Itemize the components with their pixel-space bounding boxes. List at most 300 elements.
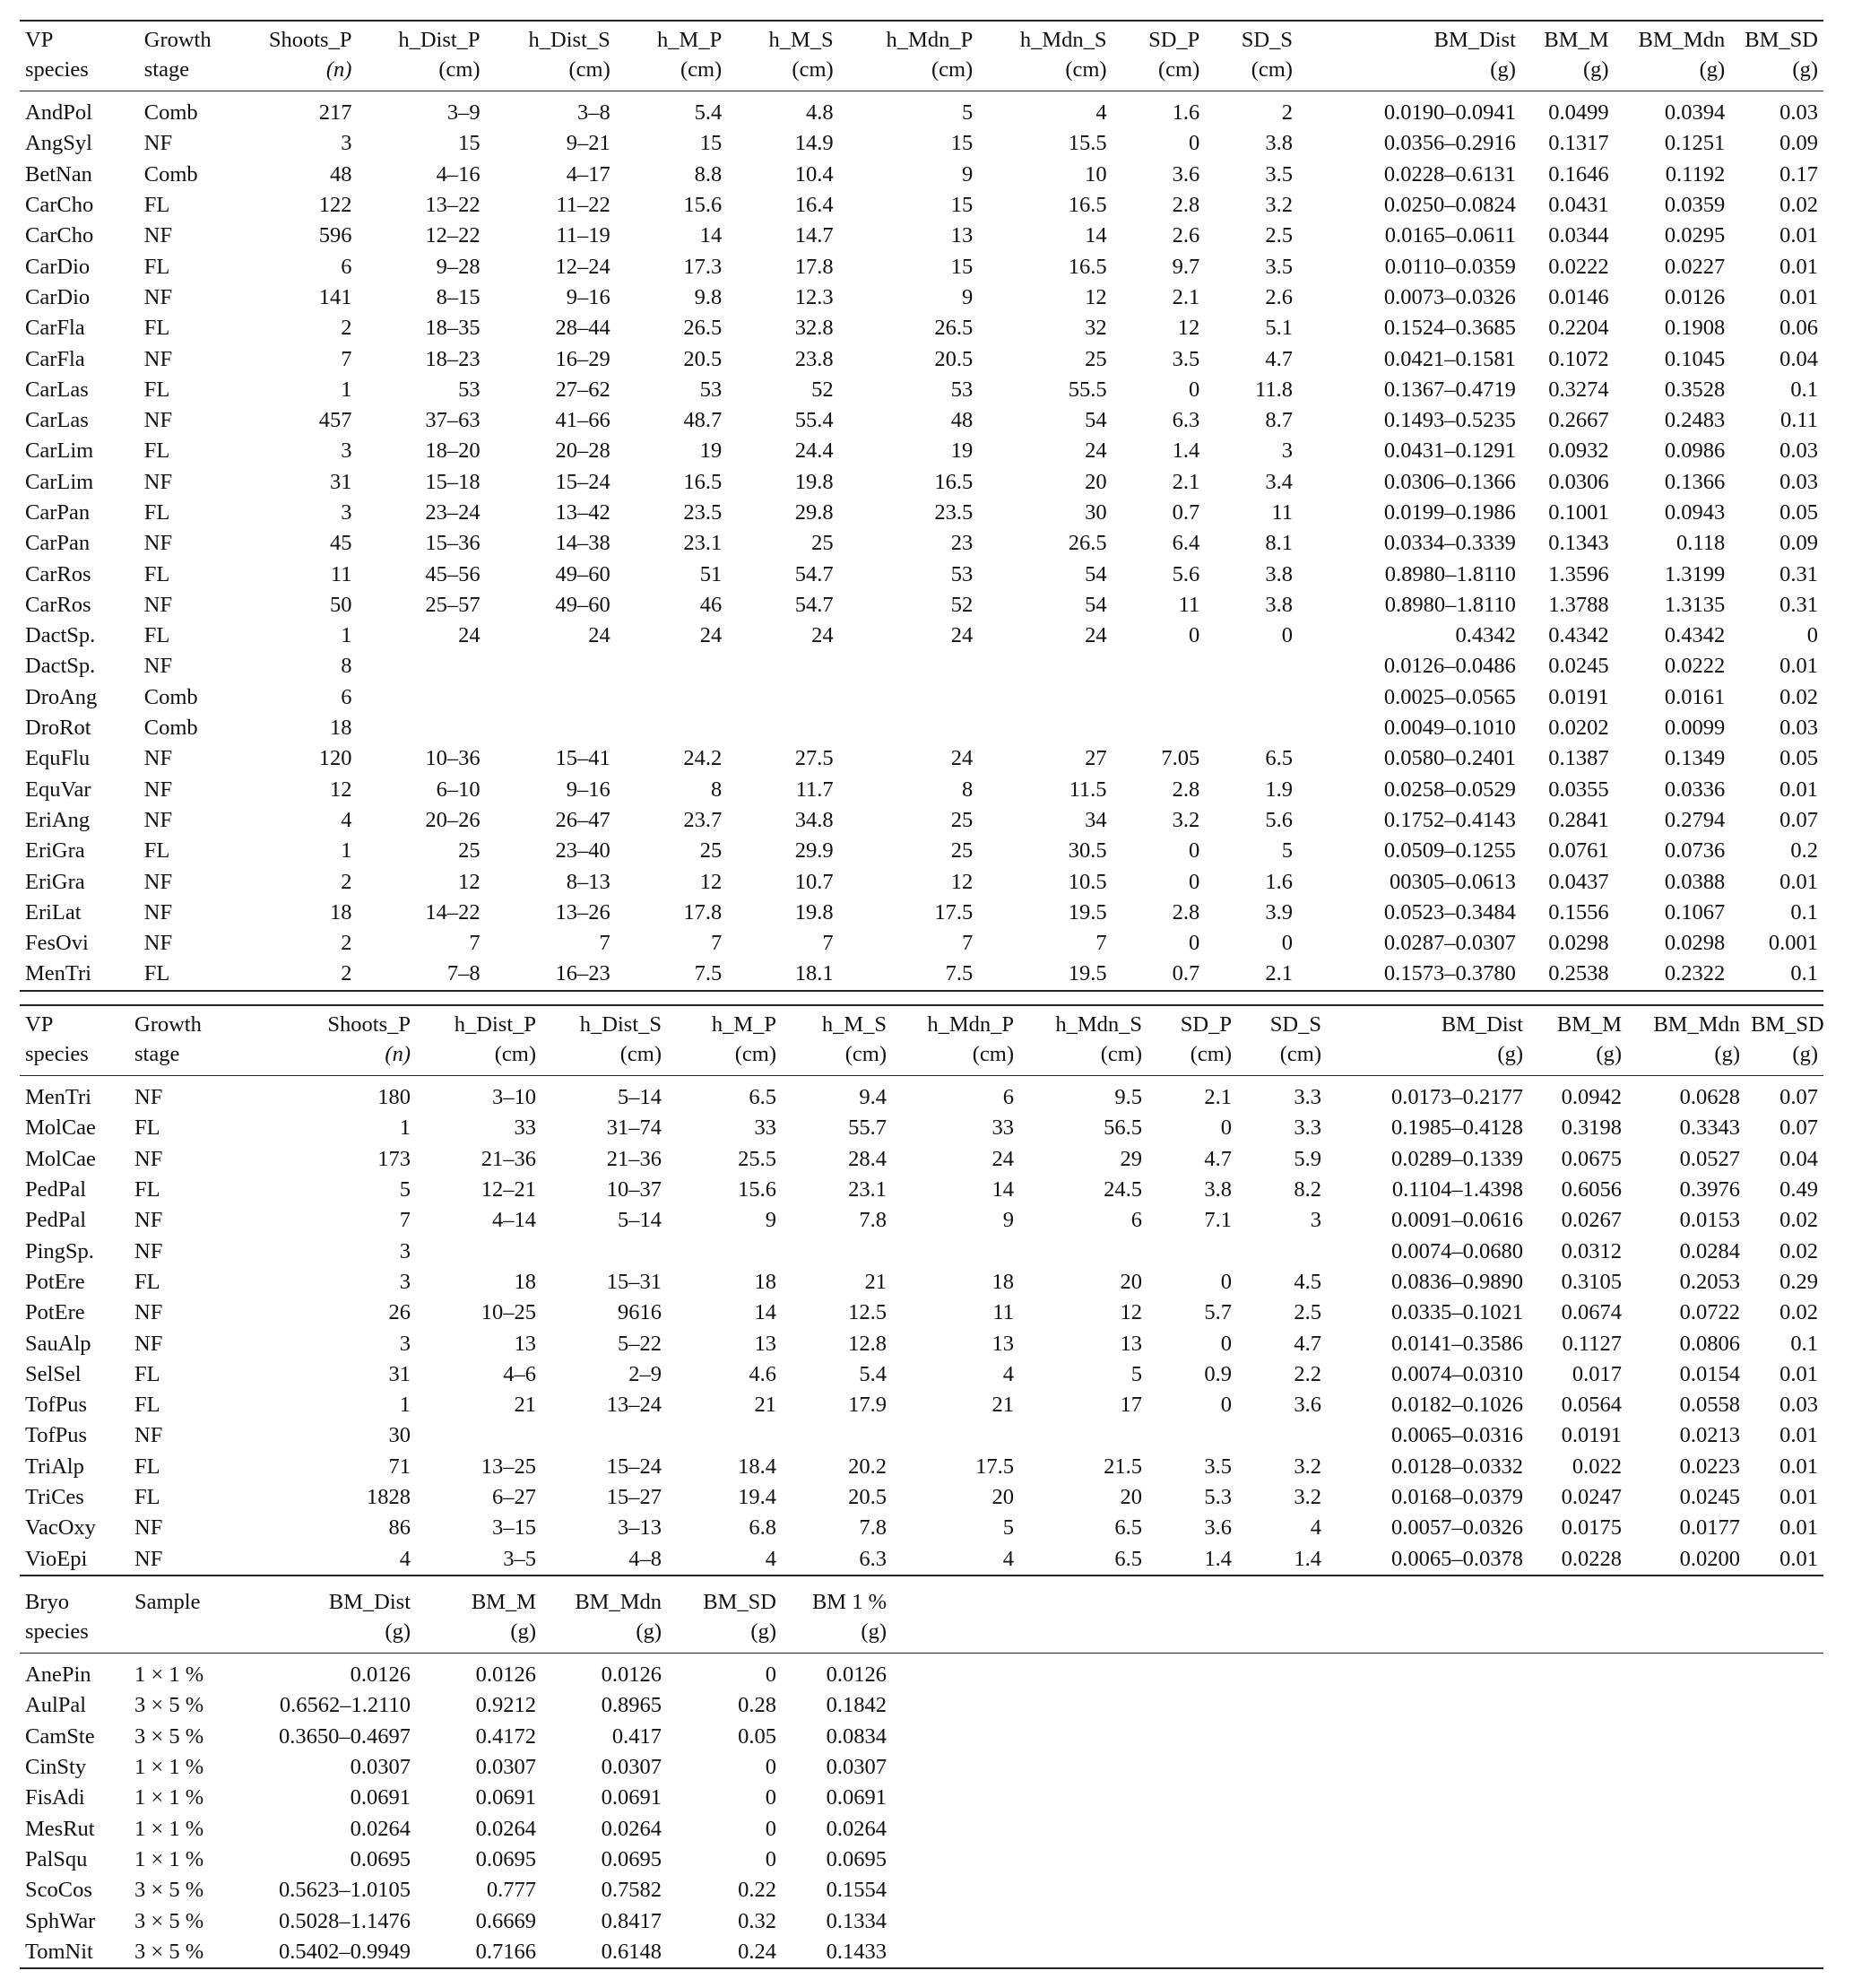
table-cell: 00305–0.0613 [1390,869,1516,894]
table-row [20,1690,1823,1721]
table-cell: 0.0213 [1679,1423,1740,1448]
table-cell: 0.0099 [1664,716,1726,741]
table-cell: 17.3 [683,254,723,279]
table-cell: 15–36 [425,531,481,556]
table-cell: DactSp. [25,654,96,679]
table-cell: 17.8 [794,254,834,279]
table-cell: 18 [329,716,352,741]
table-cell: 5 [1002,1515,1014,1541]
table-cell: 4.7 [1294,1331,1321,1356]
table-cell: 0.7 [1113,959,1206,990]
column-header [978,21,1112,91]
table-cell: CarLas [25,408,89,433]
table-cell: NF [134,1300,163,1325]
column-header-unit: (g) [1714,1042,1740,1066]
column-header-label: VP [25,28,54,52]
table-cell: 0.1554 [826,1878,887,1903]
column-header [1298,21,1521,91]
column-header [129,1584,228,1654]
table-cell: 0.0126 [601,1662,662,1688]
table-cell: VacOxy [25,1515,96,1541]
table-cell: 6–27 [492,1485,536,1509]
table-cell: 0.0049–0.1010 [1383,716,1516,741]
table-cell [978,682,1112,713]
table-cell: 1.3788 [1548,592,1609,617]
table-cell: 9.4 [859,1085,887,1110]
table-cell: 0.05 [1779,500,1818,525]
table-cell: 8.8 [694,161,723,187]
table-cell: 0.0126 [350,1662,411,1688]
table-cell: FL [143,561,170,586]
table-cell: 1 [399,1393,411,1418]
table-cell: 21.5 [1104,1454,1142,1479]
table-cell: 14–38 [555,531,610,556]
table-cell: 8.2 [1294,1177,1321,1202]
table-cell: ScoCos [25,1878,92,1903]
table-cell: 0.0073–0.0326 [1383,284,1516,309]
table-cell: 56.5 [1104,1116,1142,1141]
table-cell: 0.0336 [1664,777,1726,802]
table-cell: 30 [1085,500,1107,525]
table-cell: 0.1072 [1548,346,1609,371]
table-cell: 0.11 [1780,408,1818,433]
table-cell: 0.0065–0.0378 [1327,1543,1528,1575]
table-cell: 4 [1002,1361,1014,1386]
table-cell: 2 [1281,100,1293,126]
table-cell: FL [134,1177,160,1202]
table-cell: 0.0146 [1548,284,1609,309]
table-cell: EquFlu [25,746,91,771]
table-cell: 5.4 [859,1361,887,1386]
table-cell: 11 [992,1300,1014,1325]
table-cell: 7.8 [859,1515,887,1541]
table-cell: EriGra [25,838,85,864]
table-cell: 6.5 [1019,1543,1147,1575]
table-cell: 33 [514,1116,536,1141]
table-cell: PotEre [25,1269,85,1294]
vp-table-1-body [20,91,1823,991]
table-cell: NF [143,654,173,679]
table-cell: 0.07 [1779,1116,1818,1141]
table-cell: 18.4 [738,1454,776,1479]
table-cell: 4–8 [541,1543,667,1575]
table-cell: 3 × 5 % [134,1723,204,1749]
table-row [20,775,1823,805]
table-cell: 6.4 [1172,531,1200,556]
table-cell [486,682,616,713]
table-cell: 0.0264 [350,1816,411,1841]
table-cell: 5 [1281,838,1293,864]
table-row [20,590,1823,621]
table-cell: 0.0691 [350,1785,411,1810]
column-header [228,1005,416,1076]
table-cell: 0.1573–0.3780 [1298,959,1521,990]
column-header-unit: (g) [385,1619,411,1644]
table-cell: 15–27 [606,1485,662,1509]
column-header-unit: (cm) [1065,57,1107,82]
table-cell: 217 [318,100,352,126]
table-cell: 27–62 [555,377,610,402]
table-cell: 0.1045 [1664,346,1726,371]
table-cell: 0.03 [1779,438,1818,464]
table-cell: 15–24 [606,1454,662,1479]
vp-table-2-header [20,1005,1823,1076]
table-cell: 3–8 [577,100,610,126]
table-cell: 20.5 [683,346,723,371]
table-row [20,1452,1823,1482]
table-cell: CarDio [25,254,91,279]
table-cell: 2.8 [1172,193,1200,218]
table-cell: NF [143,807,173,832]
table-row [20,1813,1823,1844]
table-cell: 0.0202 [1548,716,1609,741]
table-cell: 2–9 [628,1361,662,1386]
table-cell: EriAng [25,807,91,832]
table-cell: 24 [950,746,974,771]
table-cell: 18 [754,1269,776,1294]
table-cell: 0.03 [1779,100,1818,126]
table-cell: 0.0074–0.0680 [1391,1238,1523,1263]
table-cell: 0.0287–0.0307 [1383,931,1516,956]
table-cell: TofPus [25,1423,88,1448]
column-header-unit: (g) [1792,1042,1818,1066]
table-cell: 14.9 [794,131,834,156]
table-cell: PingSp. [25,1238,94,1263]
table-cell: AnePin [25,1662,91,1688]
table-row [20,251,1823,282]
table-cell: 0.6562–1.2110 [279,1693,411,1718]
table-cell [892,1236,1019,1266]
table-cell: 0.2 [1790,838,1818,864]
table-cell: 0.03 [1779,1393,1818,1418]
column-header-label: h_M_S [821,1012,887,1037]
table-cell: 0.0222 [1664,654,1726,679]
table-cell: 26 [388,1300,411,1325]
table-cell [1205,651,1298,681]
table-cell: 25 [950,838,974,864]
table-cell: 4.8 [806,100,834,126]
column-header-label: SD_P [1148,28,1200,52]
vp-table-part-2 [20,1004,1823,1576]
table-cell [978,651,1112,681]
table-cell: 14 [699,223,723,248]
column-header-unit: (g) [1490,57,1516,82]
table-cell: 25–57 [425,592,481,617]
table-cell: AngSyl [25,131,92,156]
table-cell [839,682,979,713]
table-cell: 1.9 [1265,777,1293,802]
table-cell: 24 [699,623,723,648]
table-cell: 14.7 [794,223,834,248]
table-cell: 4 [341,807,352,832]
table-row [20,1236,1823,1266]
table-cell: 17.9 [848,1393,887,1418]
table-cell: CarRos [25,561,91,586]
table-cell: 0.3343 [1679,1116,1740,1141]
bryo-table [20,1584,1823,1969]
column-header-unit: (cm) [1190,1042,1232,1066]
table-cell: 0.0580–0.2401 [1383,746,1516,771]
table-cell: 21–36 [481,1146,536,1171]
table-cell: 0 [1189,623,1200,648]
table-cell: 0.01 [1779,869,1818,894]
table-cell: 16.5 [934,469,974,494]
table-cell: 11.8 [1255,377,1293,402]
column-header-label: h_M_P [657,28,723,52]
table-cell: 0.0691 [826,1785,887,1810]
table-cell: 2.6 [1172,223,1200,248]
table-cell: 0.0943 [1664,500,1726,525]
table-cell: 4–6 [503,1361,536,1386]
table-cell: 15 [699,131,723,156]
table-cell [782,1236,892,1266]
table-cell: 1 [341,377,352,402]
table-cell: 12.3 [794,284,834,309]
table-cell: EquVar [25,777,91,802]
table-cell: 0.0695 [350,1846,411,1871]
table-cell: EriGra [25,869,85,894]
table-cell: PotEre [25,1300,85,1325]
table-cell: 15 [950,254,974,279]
table-cell: 71 [388,1454,411,1479]
table-cell: 3.3 [1294,1085,1321,1110]
table-cell: 10–25 [481,1300,536,1325]
table-cell: NF [143,777,173,802]
table-cell: 0.1349 [1664,746,1726,771]
column-header [241,21,358,91]
table-cell: 15–41 [555,746,610,771]
column-header [1521,21,1615,91]
table-cell: 54.7 [794,592,834,617]
table-cell: 0.0245 [1679,1485,1740,1509]
table-cell: 0.0932 [1548,438,1609,464]
column-header-label: BM_SD [1745,28,1818,52]
column-header-label: BM_M [1544,28,1609,52]
table-cell: 5.9 [1294,1146,1321,1171]
table-cell: 1 [341,623,352,648]
table-cell: 32.8 [794,316,834,341]
column-header-unit: (cm) [1100,1042,1142,1066]
table-cell: 5 [1130,1361,1142,1386]
column-header-label: BM_SD [1751,1012,1824,1037]
column-header-label: h_Mdn_P [927,1012,1014,1037]
table-cell: 21–36 [606,1146,662,1171]
column-header-label: Growth [143,28,212,52]
table-cell: 3.8 [1265,592,1293,617]
table-cell: 52 [950,592,974,617]
table-cell: 0.0736 [1664,838,1726,864]
table-cell: 0 [1220,1269,1232,1294]
column-header-unit: (g) [750,1619,776,1644]
table-cell: 0.0335–0.1021 [1391,1300,1523,1325]
table-cell: 0 [1281,623,1293,648]
table-cell: 54 [1085,408,1107,433]
table-cell: 0.2053 [1679,1269,1740,1294]
table-cell: 0.777 [486,1878,536,1903]
table-cell: 0.01 [1779,223,1818,248]
table-cell: 9–16 [566,777,610,802]
table-cell: CarFla [25,346,85,371]
table-cell: 3.5 [1204,1454,1232,1479]
table-cell: 0.3105 [1561,1269,1622,1294]
table-cell: 0.5402–0.9949 [228,1937,416,1968]
table-cell: PalSqu [25,1846,88,1871]
table-cell: NF [143,899,173,925]
table-cell: DroRot [25,716,91,741]
table-cell: 1.3199 [1664,561,1726,586]
table-cell: 2 [341,316,352,341]
table-cell [357,682,485,713]
table-cell [1205,713,1298,743]
table-cell: 18–20 [425,438,481,464]
table-cell [486,651,616,681]
column-header [541,1005,667,1076]
table-cell: 12.8 [848,1331,887,1356]
table-row [20,1359,1823,1390]
column-header [20,1584,129,1654]
table-cell: 0.0836–0.9890 [1391,1269,1523,1294]
table-cell: 0.8980–1.8110 [1384,592,1516,617]
column-header-label: Growth [134,1012,202,1037]
table-cell [1237,1236,1327,1266]
table-cell: 7 [710,931,723,956]
table-cell: 20 [1120,1485,1142,1509]
table-cell: MolCae [25,1146,96,1171]
table-row [20,959,1823,990]
table-cell: 6 [341,254,352,279]
table-cell: NF [134,1208,163,1233]
table-cell: TomNit [20,1937,129,1968]
table-cell: 0.0356–0.2916 [1383,131,1516,156]
table-cell: 20–26 [425,807,481,832]
column-header-label: SD_S [1241,28,1293,52]
table-cell: 54 [1085,561,1107,586]
table-cell: 4.6 [749,1361,776,1386]
table-cell: MenTri [20,959,139,990]
column-header [416,1584,541,1654]
table-row [20,160,1823,190]
table-cell: 0.001 [1768,931,1818,956]
table-cell: 17.5 [975,1454,1014,1479]
table-row [20,1113,1823,1143]
table-cell: 0.1433 [782,1937,892,1968]
table-cell: 3 × 5 % [134,1908,204,1933]
table-cell: 6.3 [1172,408,1200,433]
column-header-label: h_Dist_S [579,1012,662,1037]
table-cell: 51 [699,561,723,586]
table-cell: 48 [329,161,352,187]
table-cell: 23.5 [934,500,974,525]
table-cell: 3.6 [1204,1515,1232,1541]
table-cell: 0.0247 [1561,1485,1622,1509]
table-cell: NF [143,931,173,956]
table-cell: 0.4342 [1455,623,1516,648]
table-cell: 0.1493–0.5235 [1383,408,1516,433]
column-header-unit: (cm) [438,57,481,82]
table-cell [978,713,1112,743]
table-cell: 19.5 [978,959,1112,990]
table-cell [839,651,979,681]
table-cell: PedPal [25,1177,87,1202]
column-header [228,1584,416,1654]
table-cell: 0.7166 [416,1937,541,1968]
table-cell: 7 [961,931,974,956]
table-cell: 12–24 [555,254,610,279]
column-header-label: Shoots_P [268,28,352,52]
table-cell: 0.417 [611,1723,662,1749]
table-cell: 0.1067 [1664,899,1726,925]
column-header-unit: species [25,57,89,82]
table-cell: 0.0177 [1679,1515,1740,1541]
table-row [20,1513,1823,1543]
table-cell: 55.4 [794,408,834,433]
table-cell: 0.1908 [1664,316,1726,341]
table-cell: 16–23 [486,959,616,990]
column-header-label: SD_P [1180,1012,1232,1037]
table-cell: 0.0523–0.3484 [1383,899,1516,925]
table-cell: 0.9212 [475,1693,536,1718]
table-cell: 12 [699,869,723,894]
table-row [20,1175,1823,1205]
table-cell: 3 [1281,438,1293,464]
table-cell: BetNan [25,161,92,187]
table-cell: 10–36 [425,746,481,771]
table-cell: 9616 [618,1300,662,1325]
table-cell: 0.24 [667,1937,782,1968]
table-cell: 33 [754,1116,776,1141]
vp-table-1-header [20,21,1823,91]
table-cell: 3.3 [1294,1116,1321,1141]
table-cell: 24.5 [1104,1177,1142,1202]
table-cell: 0.01 [1779,284,1818,309]
table-cell: 0.0057–0.0326 [1391,1515,1523,1541]
table-cell: 0 [765,1846,776,1871]
table-cell: 8 [710,777,723,802]
table-cell: 0.0306–0.1366 [1383,469,1516,494]
table-cell: 3–10 [492,1085,536,1110]
table-cell: 2.5 [1294,1300,1321,1325]
table-cell: 0.0284 [1679,1238,1740,1263]
table-cell: 24.4 [794,438,834,464]
table-cell: 15 [950,131,974,156]
table-cell: 20 [1120,1269,1142,1294]
table-row [20,282,1823,313]
table-cell [1237,1420,1327,1451]
table-cell: 0.05 [738,1723,776,1749]
column-header-unit [134,1617,222,1646]
table-cell: 13 [1120,1331,1142,1356]
table-row [20,1543,1823,1575]
table-cell: NF [134,1085,163,1110]
table-cell: 13 [754,1331,776,1356]
table-row [20,836,1823,866]
table-cell: 11.7 [795,777,834,802]
table-cell: 0.49 [1779,1177,1818,1202]
table-cell [1113,682,1206,713]
table-cell: 9–21 [566,131,610,156]
table-cell: 0.28 [738,1693,776,1718]
table-cell: Comb [143,716,198,741]
table-cell: 0.1317 [1548,131,1609,156]
table-cell: 13–42 [555,500,610,525]
table-cell: 86 [388,1515,411,1541]
table-cell: 0.01 [1779,254,1818,279]
table-row [20,1144,1823,1175]
table-cell: 0.0355 [1548,777,1609,802]
table-cell: 0.017 [1572,1361,1622,1386]
table-cell: 0.0175 [1561,1515,1622,1541]
table-cell: 1 × 1 % [134,1755,204,1780]
